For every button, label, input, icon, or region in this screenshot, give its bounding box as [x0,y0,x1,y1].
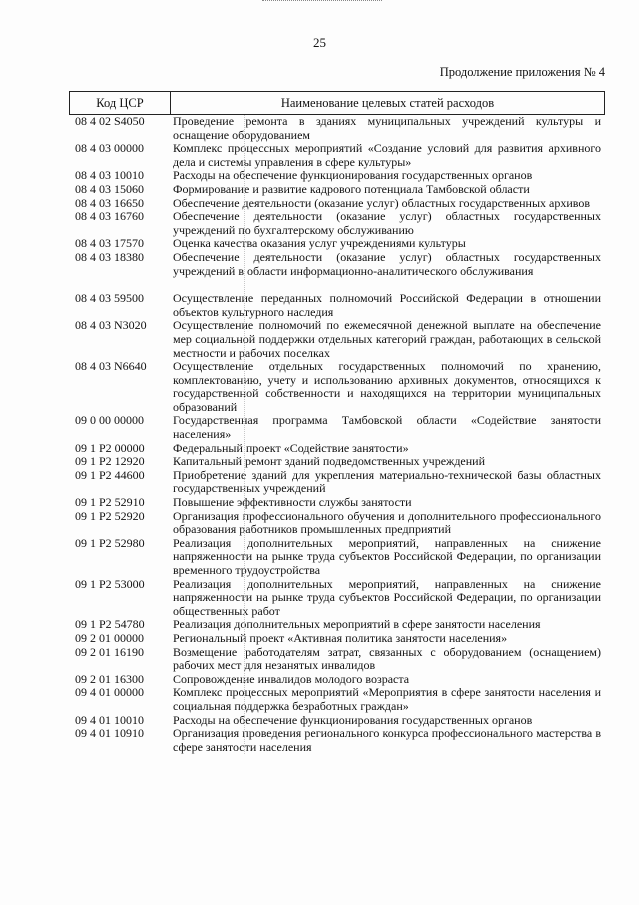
appendix-continuation: Продолжение приложения № 4 [439,65,605,79]
row-code: 09 2 01 00000 [75,630,144,645]
row-name: Повышение эффективности службы занятости [173,495,412,510]
row-name: Федеральный проект «Содействие занятости» [173,440,409,455]
row-name: Обеспечение деятельности (оказание услуг) областных государственных учреждений по бухгалтерскому обслуживанию [173,209,601,237]
table-body [69,115,605,754]
table-row [69,319,605,360]
row-code: 09 1 Р2 52980 [75,535,145,550]
scan-artifact [262,0,382,4]
page-number: 25 [313,35,326,50]
table-row [69,714,605,728]
table-row [69,578,605,619]
row-code: 09 1 Р2 44600 [75,467,145,482]
row-code: 09 1 Р2 00000 [75,440,145,455]
row-name: Осуществление полномочий по ежемесячной денежной выплате на обеспечение мер социальной поддержки отдельных категорий граждан, работающих в сельской местности и рабочих поселках [173,318,601,360]
row-code: 08 4 03 00000 [75,141,144,156]
table-row [69,292,605,319]
row-code: 09 1 Р2 52920 [75,508,145,523]
row-code: 08 4 03 17570 [75,236,144,251]
row-name: Осуществление отдельных государственных полномочий по хранению, комплектованию, учету и использованию архивных документов, относящихся к государственной собственности и находящихся на территории муниципальных образований [173,359,601,414]
row-name: Реализация дополнительных мероприятий, направленных на снижение напряженности на рынке труда субъектов Российской Федерации, по организации временного трудоустройства [173,535,601,577]
row-code: 09 1 Р2 12920 [75,454,145,469]
table-row [69,686,605,713]
row-code: 09 4 01 00000 [75,685,144,700]
table-row [69,251,605,278]
row-code: 09 1 Р2 52910 [75,495,145,510]
table-row [69,115,605,142]
table-row [69,360,605,414]
row-code: 08 4 03 18380 [75,249,144,264]
table-row [69,414,605,441]
row-code: 08 4 03 N6640 [75,359,147,374]
row-name: Расходы на обеспечение функционирования государственных органов [173,712,533,727]
row-name: Комплекс процессных мероприятий «Мероприятия в сфере занятости населения и социальная поддержка безработных граждан» [173,685,601,713]
row-name: Оценка качества оказания услуг учреждениями культуры [173,236,466,251]
table-header [69,91,605,115]
table-row [69,646,605,673]
row-code: 09 1 Р2 53000 [75,576,145,591]
row-name: Организация проведения регионального конкурса профессионального мастерства в сфере занятости населения [173,726,601,754]
header-name: Наименование целевых статей расходов [280,96,495,110]
table-row [69,442,605,456]
row-name: Обеспечение деятельности (оказание услуг) областных государственных архивов [173,195,591,210]
table-row [69,455,605,469]
table-row [69,183,605,197]
row-name: Проведение ремонта в зданиях муниципальных учреждений культуры и оснащение оборудованием [173,114,601,142]
row-name: Осуществление переданных полномочий Российской Федерации в отношении объектов культурного наследия [173,291,601,319]
table-row [69,510,605,537]
row-name: Региональный проект «Активная политика занятости населения» [173,630,508,645]
table-row [69,496,605,510]
header-code: Код ЦСР [70,92,171,114]
row-code: 09 1 Р2 54780 [75,617,145,632]
row-name: Капитальный ремонт зданий подведомственных учреждений [173,454,486,469]
row-code: 08 4 03 10010 [75,168,144,183]
row-name: Расходы на обеспечение функционирования государственных органов [173,168,533,183]
table-row [69,142,605,169]
row-name: Государственная программа Тамбовской области «Содействие занятости населения» [173,413,601,442]
table-row [69,727,605,754]
row-name: Комплекс процессных мероприятий «Создание условий для развития архивного дела и системы управления в сфере культуры» [173,141,601,169]
row-code: 08 4 03 16760 [75,209,144,224]
row-code: 09 2 01 16190 [75,644,144,659]
row-code: 08 4 03 N3020 [75,318,147,333]
table-row [69,673,605,687]
row-name: Организация профессионального обучения и дополнительного профессионального образования работников промышленных предприятий [173,508,601,537]
table-row [69,210,605,237]
row-code: 08 4 03 16650 [75,195,144,210]
row-code: 09 4 01 10910 [75,726,144,741]
row-name: Реализация дополнительных мероприятий, направленных на снижение напряженности на рынке труда субъектов Российской Федерации, по организации общественных работ [173,576,601,618]
table-row [69,237,605,251]
expense-table [69,91,605,754]
table-row [69,469,605,496]
row-name: Приобретение зданий для укрепления материально-технической базы областных государственных учреждений [173,467,601,496]
row-name: Обеспечение деятельности (оказание услуг) областных государственных учреждений в области информационно-аналитического обслуживания [173,249,601,278]
table-row [69,197,605,211]
row-code: 09 0 00 00000 [75,413,144,428]
row-code: 08 4 03 59500 [75,291,144,306]
row-name: Сопровождение инвалидов молодого возраста [173,671,410,686]
row-code: 09 4 01 10010 [75,712,144,727]
row-code: 09 2 01 16300 [75,671,144,686]
table-row [69,618,605,632]
row-code: 08 4 02 S4050 [75,114,145,128]
row-name: Возмещение работодателям затрат, связанных с оборудованием (оснащением) рабочих мест для незанятых инвалидов [173,644,601,673]
row-name: Реализация дополнительных мероприятий в сфере занятости населения [173,617,541,632]
row-name: Формирование и развитие кадрового потенциала Тамбовской области [173,181,530,196]
row-code: 08 4 03 15060 [75,181,144,196]
table-row [69,632,605,646]
table-row [69,537,605,578]
table-row [69,169,605,183]
